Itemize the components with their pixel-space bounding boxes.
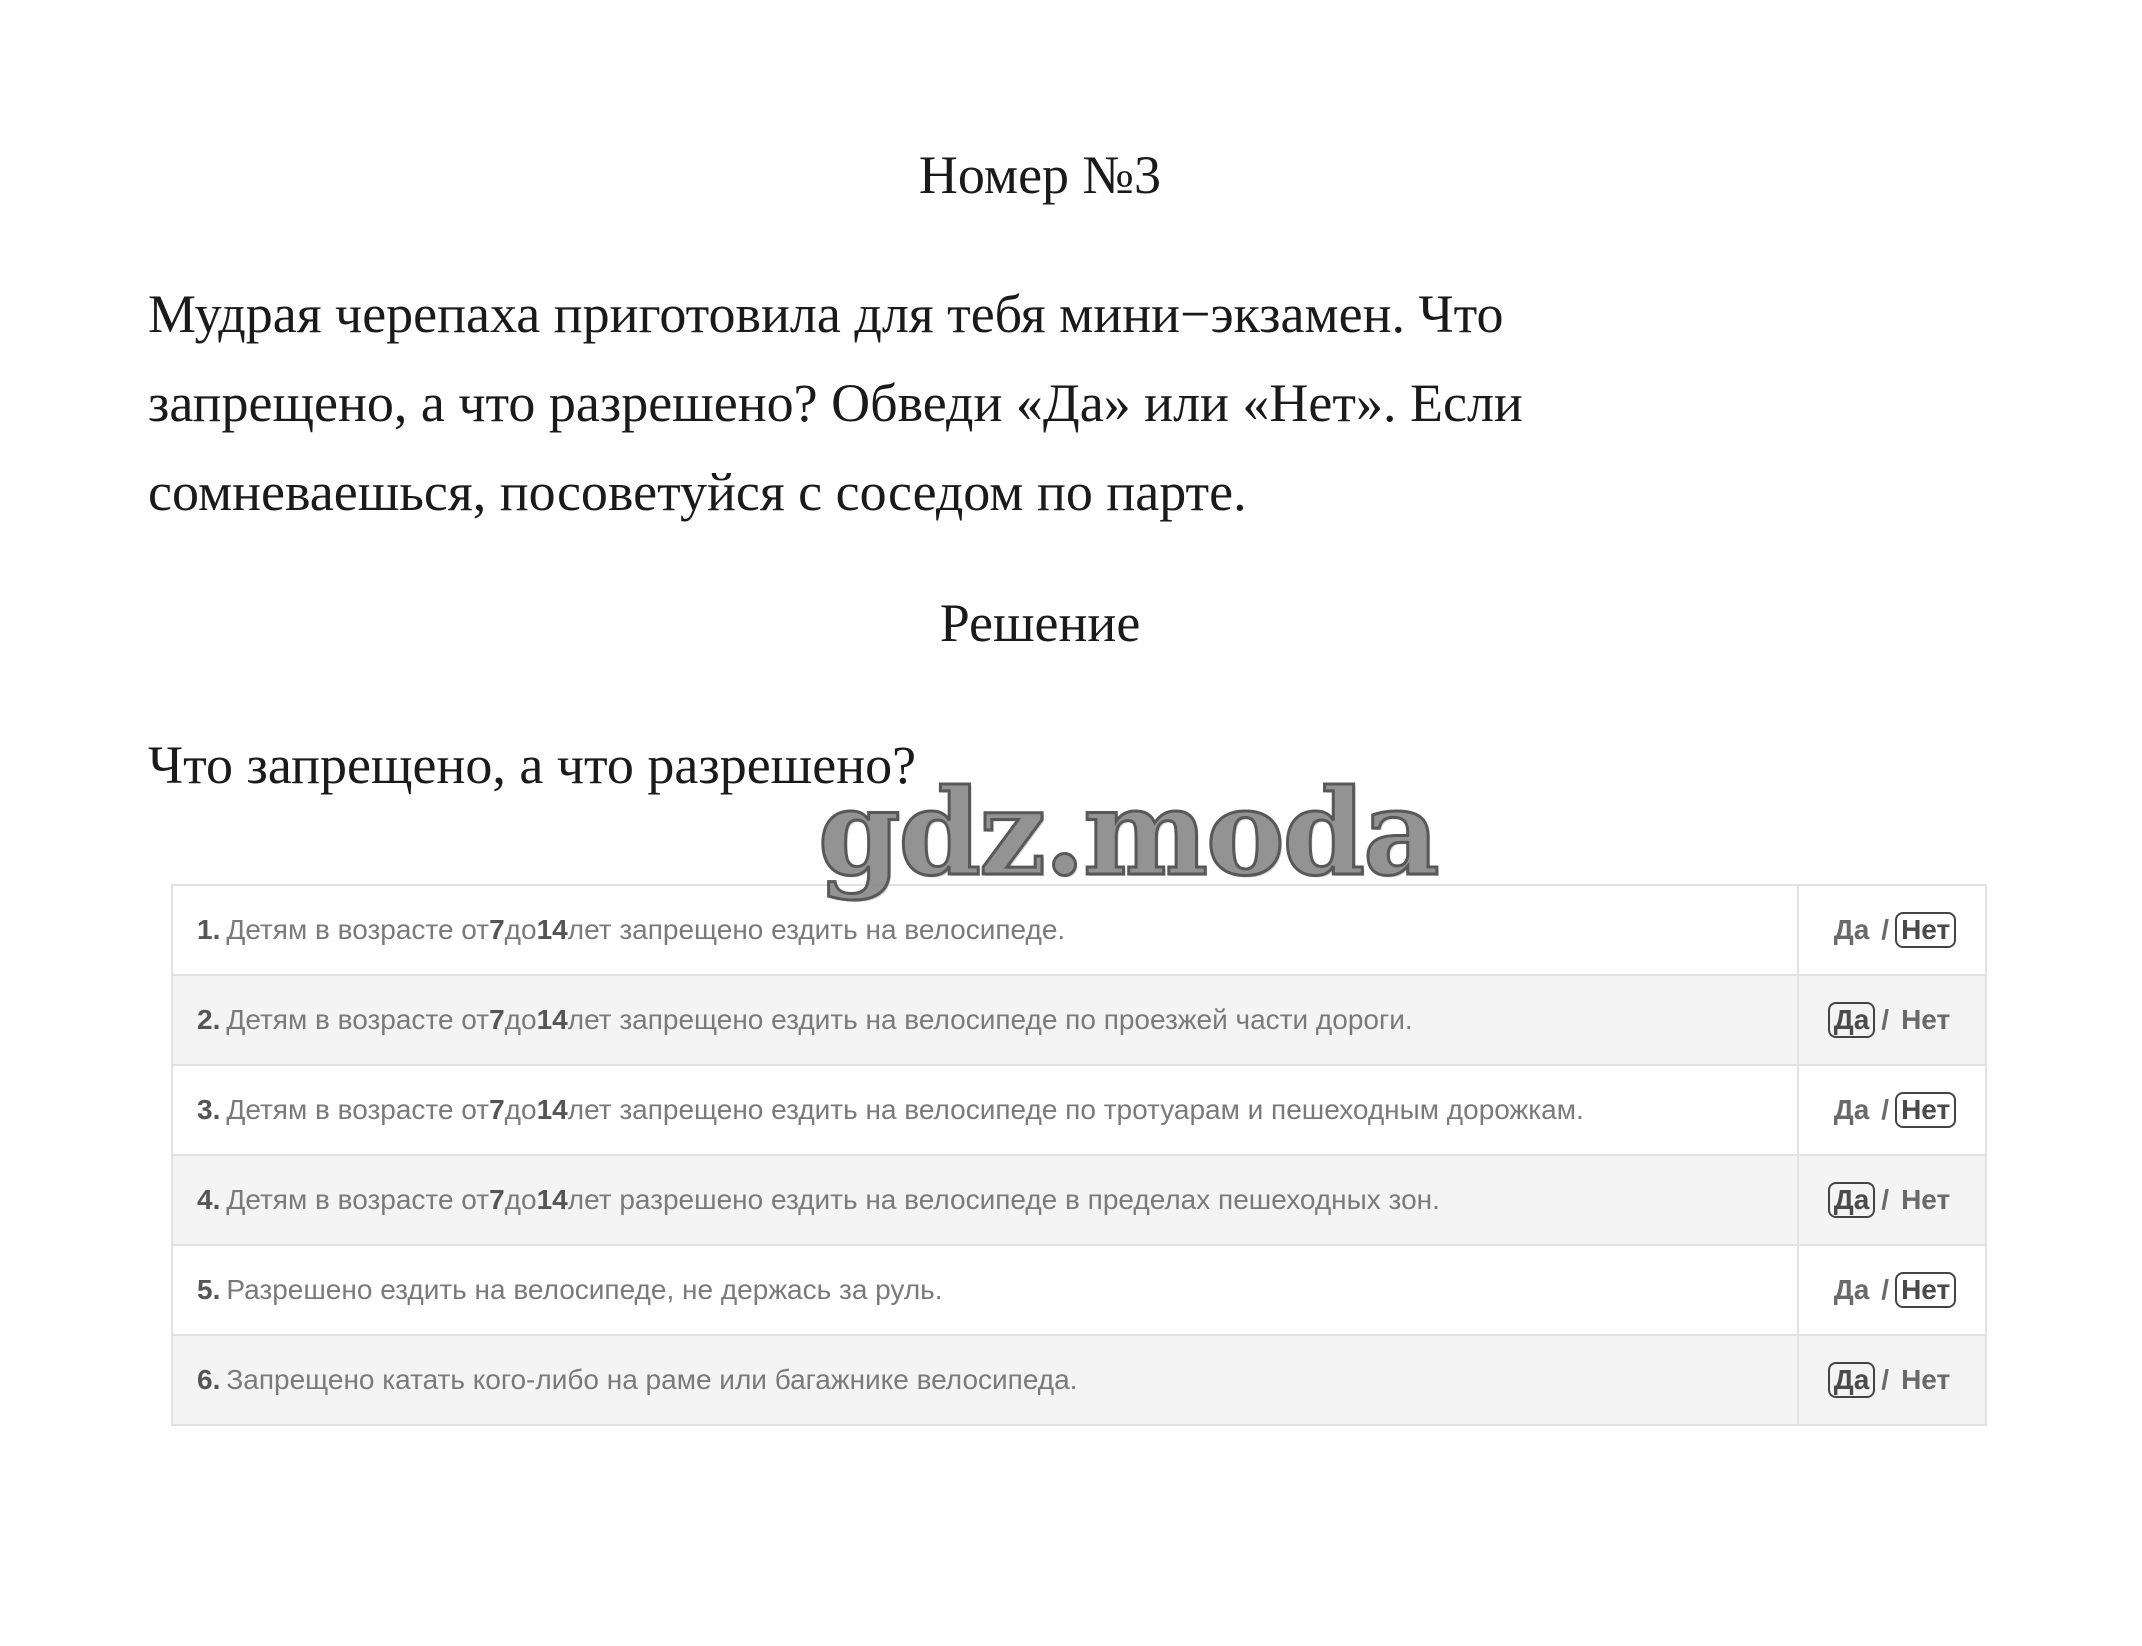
watermark-logo: gdz.moda	[818, 763, 1438, 902]
question-text: Что запрещено, а что разрешено?	[148, 735, 917, 795]
statement-cell	[173, 1336, 1799, 1424]
answer-cell	[1799, 1156, 1985, 1244]
task-text	[148, 270, 1948, 537]
option-separator: /	[1881, 1274, 1890, 1305]
table-row	[173, 1336, 1985, 1424]
option-separator: /	[1881, 1184, 1890, 1215]
statement-number-value: 7	[489, 1004, 505, 1035]
answers-table	[171, 884, 1987, 1426]
task-line: Мудрая черепаха приготовила для тебя мини−экзамен. Что	[148, 284, 1504, 344]
table-row	[173, 1066, 1985, 1156]
answer-cell	[1799, 1066, 1985, 1154]
statement-text: лет запрещено ездить на велосипеде по тротуарам и пешеходным дорожкам.	[567, 1094, 1584, 1125]
statement-text: Детям в возрасте от	[226, 1094, 490, 1125]
statement-number-value: 7	[489, 1184, 505, 1215]
option-no[interactable]: Нет	[1901, 1184, 1951, 1215]
answer-cell	[1799, 976, 1985, 1064]
option-yes[interactable]: Да	[1833, 1274, 1870, 1305]
option-no[interactable]: Нет	[1901, 1004, 1951, 1035]
answer-cell	[1799, 1246, 1985, 1334]
option-yes[interactable]: Да	[1833, 1094, 1870, 1125]
option-separator: /	[1881, 1094, 1890, 1125]
option-no[interactable]: Нет	[1895, 1272, 1956, 1308]
statement-text: лет запрещено ездить на велосипеде по проезжей части дороги.	[567, 1004, 1413, 1035]
statement-number: 6.	[197, 1364, 221, 1395]
statement-number-value: 14	[536, 1004, 568, 1035]
statement-text: до	[504, 1184, 537, 1215]
statement-number-value: 14	[536, 1094, 568, 1125]
table-row	[173, 1246, 1985, 1336]
statement-text: Запрещено катать кого-либо на раме или багажнике велосипеда.	[226, 1364, 1078, 1395]
task-line: сомневаешься, посоветуйся с соседом по парте.	[148, 462, 1247, 522]
option-yes[interactable]: Да	[1828, 1362, 1876, 1398]
statement-number: 1.	[197, 914, 221, 945]
option-separator: /	[1881, 914, 1890, 945]
statement-text: Детям в возрасте от	[226, 1004, 490, 1035]
option-yes[interactable]: Да	[1828, 1182, 1876, 1218]
statement-number: 3.	[197, 1094, 221, 1125]
task-line: запрещено, а что разрешено? Обведи «Да» или «Нет». Если	[148, 373, 1523, 433]
statement-cell	[173, 1156, 1799, 1244]
statement-number: 4.	[197, 1184, 221, 1215]
statement-text: Детям в возрасте от	[226, 914, 490, 945]
statement-number: 5.	[197, 1274, 221, 1305]
option-no[interactable]: Нет	[1895, 1092, 1956, 1128]
table-row	[173, 1156, 1985, 1246]
statement-text: до	[504, 1094, 537, 1125]
statement-text: лет запрещено ездить на велосипеде.	[567, 914, 1066, 945]
statement-text: до	[504, 1004, 537, 1035]
answer-cell	[1799, 1336, 1985, 1424]
statement-text: Разрешено ездить на велосипеде, не держась за руль.	[226, 1274, 943, 1305]
option-no[interactable]: Нет	[1895, 912, 1956, 948]
page-title: Номер №3	[918, 145, 1162, 205]
table-row	[173, 976, 1985, 1066]
statement-text: Детям в возрасте от	[226, 1184, 490, 1215]
option-separator: /	[1881, 1004, 1890, 1035]
statement-cell	[173, 976, 1799, 1064]
answer-cell	[1799, 886, 1985, 974]
solution-title: Решение	[939, 593, 1141, 653]
option-yes[interactable]: Да	[1828, 1002, 1876, 1038]
option-no[interactable]: Нет	[1901, 1364, 1951, 1395]
statement-text: лет разрешено ездить на велосипеде в пределах пешеходных зон.	[567, 1184, 1440, 1215]
statement-number-value: 14	[536, 1184, 568, 1215]
option-separator: /	[1881, 1364, 1890, 1395]
statement-number: 2.	[197, 1004, 221, 1035]
option-yes[interactable]: Да	[1833, 914, 1870, 945]
statement-number-value: 7	[489, 1094, 505, 1125]
statement-number-value: 14	[536, 914, 568, 945]
statement-number-value: 7	[489, 914, 505, 945]
statement-cell	[173, 1066, 1799, 1154]
statement-cell	[173, 1246, 1799, 1334]
statement-text: до	[504, 914, 537, 945]
